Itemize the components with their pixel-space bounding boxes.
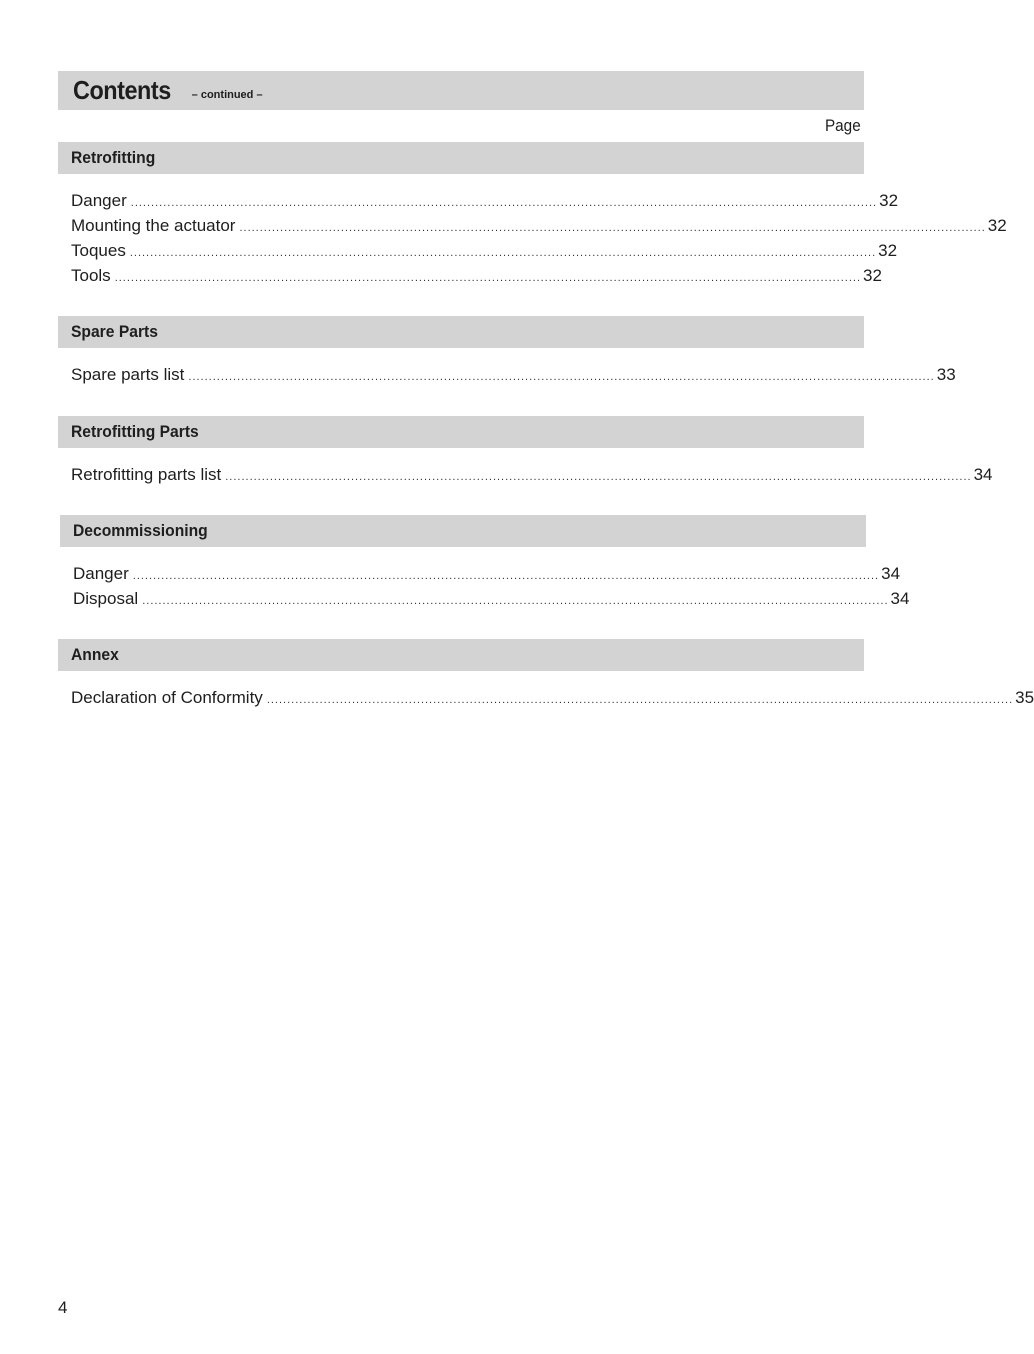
toc-leader-dots: ........................................................................................................................................................................................ — [142, 595, 889, 607]
toc-leader-dots: ........................................................................................................................................................................................ — [114, 272, 862, 284]
toc-leader-dots: ........................................................................................................................................................................................ — [225, 471, 972, 483]
toc-leader-dots: ........................................................................................................................................................................................ — [239, 222, 986, 234]
toc-entry-page: 34 — [890, 589, 910, 608]
toc-entry-page: 34 — [881, 564, 901, 583]
toc-entry-page: 33 — [936, 365, 956, 384]
section-decommissioning — [60, 515, 910, 611]
toc-entry[interactable] — [71, 213, 1007, 238]
toc-leader-dots: ........................................................................................................................................................................................ — [188, 371, 935, 383]
toc-entry-label: Tools — [71, 263, 113, 288]
toc-entry[interactable] — [71, 362, 956, 387]
section-annex — [58, 639, 1034, 710]
toc-entry-page: 32 — [879, 191, 899, 210]
toc-entry-label: Danger — [71, 188, 129, 213]
toc-entry[interactable] — [71, 462, 993, 487]
toc-entry-label: Mounting the actuator — [71, 213, 237, 238]
toc-entry-page: 35 — [1015, 688, 1034, 707]
toc-entry-page: 32 — [878, 241, 898, 260]
section-retrofitting-parts — [58, 416, 993, 487]
toc-leader-dots: ........................................................................................................................................................................................ — [130, 197, 878, 209]
section-heading: Annex — [58, 639, 864, 671]
toc-entry[interactable] — [73, 561, 901, 586]
toc-entry-label: Retrofitting parts list — [71, 462, 223, 487]
toc-entry-label: Declaration of Conformity — [71, 685, 265, 710]
toc-entry-page: 32 — [987, 216, 1007, 235]
section-heading: Spare Parts — [58, 316, 864, 348]
toc-leader-dots: ........................................................................................................................................................................................ — [266, 694, 1014, 706]
toc-entry-page: 32 — [863, 266, 882, 285]
page-column-label: Page — [825, 116, 861, 135]
toc-entry-label: Spare parts list — [71, 362, 186, 387]
toc-entry[interactable] — [71, 685, 1034, 710]
page-subtitle: – continued – — [191, 88, 263, 101]
contents-title-bar — [58, 71, 864, 110]
section-heading: Decommissioning — [60, 515, 866, 547]
toc-entry[interactable] — [71, 263, 882, 288]
toc-leader-dots: ........................................................................................................................................................................................ — [129, 247, 877, 259]
section-heading: Retrofitting — [58, 142, 864, 174]
toc-entry[interactable] — [71, 188, 899, 213]
toc-leader-dots: ........................................................................................................................................................................................ — [132, 570, 880, 582]
toc-entry[interactable] — [73, 586, 910, 611]
page-number: 4 — [58, 1298, 68, 1317]
toc-entry-page: 34 — [973, 465, 993, 484]
page-title: Contents — [73, 75, 171, 105]
section-retrofitting — [58, 142, 1007, 288]
toc-entry-label: Toques — [71, 238, 128, 263]
toc-entry[interactable] — [71, 238, 898, 263]
toc-entry-label: Danger — [73, 561, 131, 586]
toc-entry-label: Disposal — [73, 586, 140, 611]
section-spare-parts — [58, 316, 956, 387]
section-heading: Retrofitting Parts — [58, 416, 864, 448]
